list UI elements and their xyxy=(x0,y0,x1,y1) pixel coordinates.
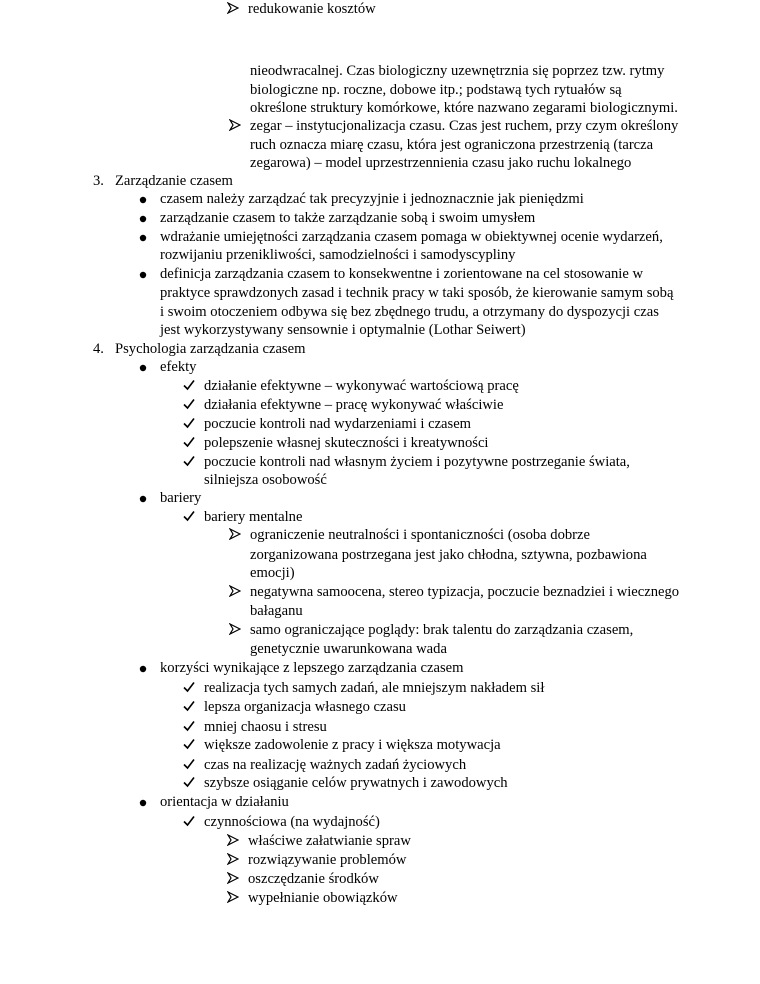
list-text: zarządzanie czasem to także zarządzanie sobą i swoim umysłem xyxy=(160,210,536,226)
list-text: bałaganu xyxy=(250,603,303,619)
checkmark-icon xyxy=(183,508,195,527)
list-number: 4. xyxy=(93,341,104,357)
list-text: zegar – instytucjonalizacja czasu. Czas jest ruchem, przy czym określony xyxy=(250,118,679,134)
list-text: praktyce sprawdzonych zasad i technik pracy w taki sposób, że kierowanie samym sobą xyxy=(160,285,674,301)
list-number: 3. xyxy=(93,173,104,189)
list-text: mniej chaosu i stresu xyxy=(204,719,327,735)
list-text: wypełnianie obowiązków xyxy=(248,890,398,906)
arrow-bullet-icon xyxy=(227,0,239,19)
list-text: lepsza organizacja własnego czasu xyxy=(204,699,406,715)
arrow-bullet-icon xyxy=(229,583,241,602)
checkmark-icon xyxy=(183,377,195,396)
list-text: działania efektywne – pracę wykonywać właściwie xyxy=(204,397,504,413)
checkmark-icon xyxy=(183,736,195,755)
list-text: biologiczne np. roczne, dobowe itp.; podstawą tych rytuałów są xyxy=(250,82,622,98)
list-text: rozwiązywanie problemów xyxy=(248,852,407,868)
checkmark-icon xyxy=(183,415,195,434)
list-text: i swoim otoczeniem odbywa się bez zbędnego trudu, a otrzymany do dyspozycji czas xyxy=(160,304,659,320)
bullet-icon xyxy=(139,659,147,678)
list-text: działanie efektywne – wykonywać wartościową pracę xyxy=(204,378,519,394)
list-text: rozwijaniu przenikliwości, samodzielności i samodyscypliny xyxy=(160,247,516,263)
arrow-bullet-icon xyxy=(229,526,241,545)
list-text: czas na realizację ważnych zadań życiowych xyxy=(204,757,467,773)
list-text: oszczędzanie środków xyxy=(248,871,379,887)
list-text: silniejsza osobowość xyxy=(204,472,327,488)
bullet-icon xyxy=(139,190,147,209)
list-text: większe zadowolenie z pracy i większa motywacja xyxy=(204,737,501,753)
list-text: poczucie kontroli nad wydarzeniami i czasem xyxy=(204,416,472,432)
arrow-bullet-icon xyxy=(229,117,241,136)
checkmark-icon xyxy=(183,434,195,453)
list-text: bariery mentalne xyxy=(204,509,303,525)
list-text: poczucie kontroli nad własnym życiem i pozytywne postrzeganie świata, xyxy=(204,454,630,470)
bullet-icon xyxy=(139,358,147,377)
list-text: efekty xyxy=(160,359,197,375)
arrow-bullet-icon xyxy=(229,621,241,640)
arrow-bullet-icon xyxy=(227,832,239,851)
bullet-icon xyxy=(139,209,147,228)
list-text: nieodwracalnej. Czas biologiczny uzewnętrznia się poprzez tzw. rytmy xyxy=(250,63,665,79)
checkmark-icon xyxy=(183,774,195,793)
list-text: definicja zarządzania czasem to konsekwentne i zorientowane na cel stosowanie w xyxy=(160,266,643,282)
checkmark-icon xyxy=(183,679,195,698)
list-text: genetycznie uwarunkowana wada xyxy=(250,641,447,657)
arrow-bullet-icon xyxy=(227,889,239,908)
checkmark-icon xyxy=(183,756,195,775)
list-text: negatywna samoocena, stereo typizacja, poczucie beznadziei i wiecznego xyxy=(250,584,680,600)
list-text: Psychologia zarządzania czasem xyxy=(115,341,306,357)
list-text: ograniczenie neutralności i spontaniczności (osoba dobrze xyxy=(250,527,590,543)
bullet-icon xyxy=(139,228,147,247)
list-text: zegarowa) – model uprzestrzennienia czasu jako ruchu lokalnego xyxy=(250,155,632,171)
list-text: Zarządzanie czasem xyxy=(115,173,233,189)
checkmark-icon xyxy=(183,396,195,415)
list-text: czasem należy zarządzać tak precyzyjnie i jednoznacznie jak pieniędzmi xyxy=(160,191,584,207)
bullet-icon xyxy=(139,265,147,284)
list-text: właściwe załatwianie spraw xyxy=(248,833,411,849)
list-text: wdrażanie umiejętności zarządzania czasem pomaga w obiektywnej ocenie wydarzeń, xyxy=(160,229,663,245)
list-text: szybsze osiąganie celów prywatnych i zawodowych xyxy=(204,775,508,791)
checkmark-icon xyxy=(183,453,195,472)
checkmark-icon xyxy=(183,813,195,832)
list-text: jest wykorzystywany sensownie i optymalnie (Lothar Seiwert) xyxy=(160,322,526,338)
list-text: emocji) xyxy=(250,565,295,581)
list-text: czynnościowa (na wydajność) xyxy=(204,814,380,830)
list-text: korzyści wynikające z lepszego zarządzania czasem xyxy=(160,660,464,676)
list-text: polepszenie własnej skuteczności i kreatywności xyxy=(204,435,489,451)
list-text: ruch oznacza miarę czasu, która jest ograniczona przestrzenią (tarcza xyxy=(250,137,654,153)
list-text: bariery xyxy=(160,490,202,506)
list-text: realizacja tych samych zadań, ale mniejszym nakładem sił xyxy=(204,680,545,696)
bullet-icon xyxy=(139,793,147,812)
list-text: określone struktury komórkowe, które nazwano zegarami biologicznymi. xyxy=(250,100,678,116)
list-text: samo ograniczające poglądy: brak talentu do zarządzania czasem, xyxy=(250,622,634,638)
checkmark-icon xyxy=(183,698,195,717)
list-text: redukowanie kosztów xyxy=(248,1,376,17)
list-text: orientacja w działaniu xyxy=(160,794,289,810)
list-text: zorganizowana postrzegana jest jako chłodna, sztywna, pozbawiona xyxy=(250,547,647,563)
bullet-icon xyxy=(139,489,147,508)
arrow-bullet-icon xyxy=(227,870,239,889)
checkmark-icon xyxy=(183,718,195,737)
arrow-bullet-icon xyxy=(227,851,239,870)
